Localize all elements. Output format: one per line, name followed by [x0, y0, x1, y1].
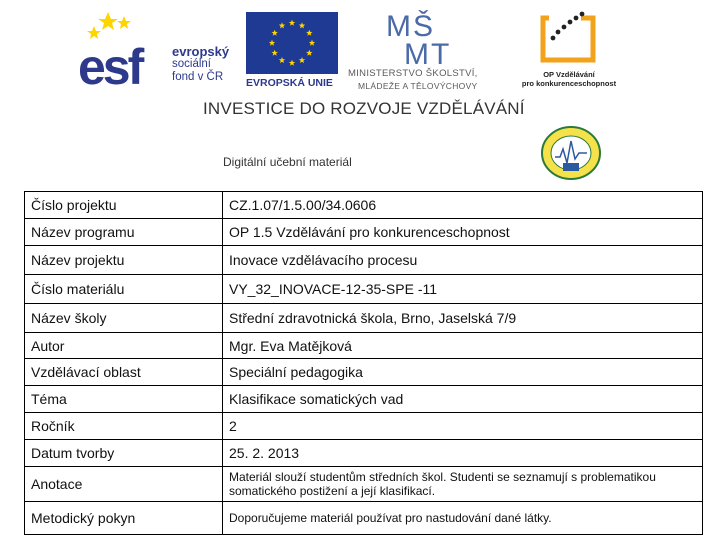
eu-label: EVROPSKÁ UNIE [246, 77, 333, 89]
row-value: Inovace vzdělávacího procesu [223, 246, 703, 275]
esf-line3: fond v ČR [172, 71, 224, 83]
op-text [512, 70, 626, 88]
row-value: Speciální pedagogika [223, 359, 703, 386]
msmt-line1: MINISTERSTVO ŠKOLSTVÍ, [348, 68, 478, 79]
eu-flag-icon [246, 12, 338, 74]
esf-line1: evropský [172, 44, 230, 59]
row-label: Téma [25, 386, 223, 413]
row-label: Číslo materiálu [25, 275, 223, 304]
esf-text [172, 45, 229, 84]
svg-text:MŠ: MŠ [386, 10, 435, 43]
op-line2: pro konkurenceschopnost [521, 79, 617, 88]
row-label: Název školy [25, 304, 223, 333]
table-row [25, 467, 703, 502]
row-value: Materiál slouží studentům středních škol. Studenti se seznamují s problematikou somatického postižení a její klasifikací. [223, 467, 703, 502]
row-value: Doporučujeme materiál používat pro nastudování dané látky. [223, 502, 703, 535]
row-label: Ročník [25, 413, 223, 440]
row-value: Klasifikace somatických vad [223, 386, 703, 413]
table-row [25, 275, 703, 304]
row-label: Autor [25, 333, 223, 359]
row-value: 25. 2. 2013 [223, 440, 703, 467]
row-label: Anotace [25, 467, 223, 502]
table-row [25, 219, 703, 246]
table-row [25, 440, 703, 467]
logo-bar [0, 0, 720, 100]
row-label: Název projektu [25, 246, 223, 275]
row-value: Mgr. Eva Matějková [223, 333, 703, 359]
esf-line2: sociální [172, 58, 211, 70]
msmt-logo [386, 10, 470, 66]
table-row [25, 192, 703, 219]
op-line1: OP Vzdělávání [543, 70, 595, 79]
row-label: Metodický pokyn [25, 502, 223, 535]
table-row [25, 246, 703, 275]
row-value: Střední zdravotnická škola, Brno, Jaselská 7/9 [223, 304, 703, 333]
esf-logo [76, 10, 168, 90]
project-info-body [25, 192, 703, 535]
row-label: Číslo projektu [25, 192, 223, 219]
svg-text:MT: MT [404, 38, 452, 66]
op-logo [537, 10, 601, 66]
page-subtitle: Digitální učební materiál [223, 155, 352, 169]
row-value: VY_32_INOVACE-12-35-SPE -11 [223, 275, 703, 304]
investment-banner: INVESTICE DO ROZVOJE VZDĚLÁVÁNÍ [203, 99, 525, 118]
row-value: CZ.1.07/1.5.00/34.0606 [223, 192, 703, 219]
svg-text:esf: esf [78, 39, 142, 90]
msmt-text [348, 68, 478, 92]
row-value: OP 1.5 Vzdělávání pro konkurenceschopnost [223, 219, 703, 246]
table-row [25, 502, 703, 535]
msmt-line2: MLÁDEŽE A TĚLOVÝCHOVY [358, 81, 478, 91]
project-info-table [24, 191, 703, 535]
table-row [25, 304, 703, 333]
row-label: Název programu [25, 219, 223, 246]
table-row [25, 413, 703, 440]
row-label: Datum tvorby [25, 440, 223, 467]
table-row [25, 333, 703, 359]
school-seal-icon [540, 125, 602, 181]
row-label: Vzdělávací oblast [25, 359, 223, 386]
table-row [25, 386, 703, 413]
row-value: 2 [223, 413, 703, 440]
table-row [25, 359, 703, 386]
